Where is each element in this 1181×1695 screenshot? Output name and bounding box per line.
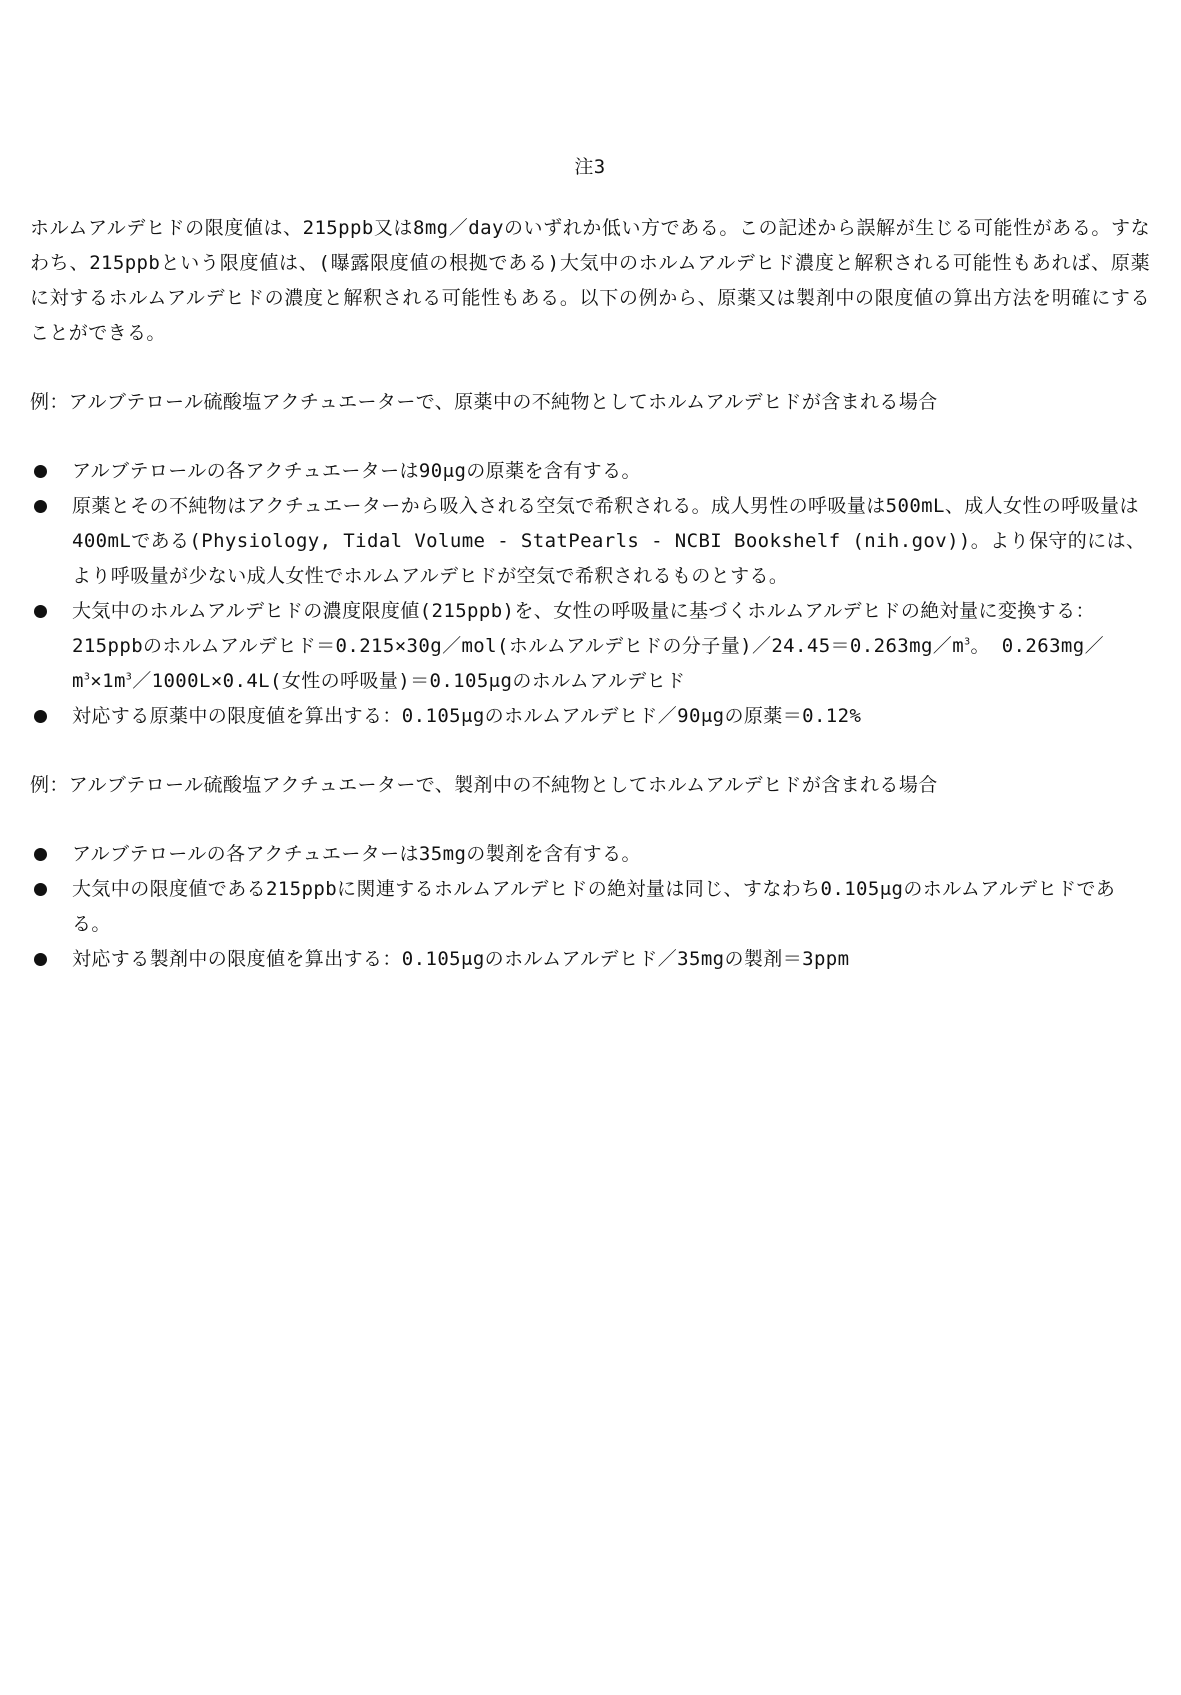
list-item-text: 原薬とその不純物はアクチュエーターから吸入される空気で希釈される。成人男性の呼吸量は500mL、成人女性の呼吸量は400mLである(Physiology, Tidal Volume - StatPearls - NCBI Bookshelf (nih.gov))。より保守的には、より呼吸量が少ない成人女性でホルムアルデヒドが空気で希釈されるものとする。: [72, 495, 1146, 587]
intro-paragraph: ホルムアルデヒドの限度値は、215ppb又は8mg／dayのいずれか低い方である。この記述から誤解が生じる可能性がある。すなわち、215ppbという限度値は、(曝露限度値の根拠である)大気中のホルムアルデヒド濃度と解釈される可能性もあれば、原薬に対するホルムアルデヒドの濃度と解釈される可能性もある。以下の例から、原薬又は製剤中の限度値の算出方法を明確にすることができる。: [30, 217, 1150, 344]
document-page: [30, 150, 1150, 977]
list-item-text: 大気中の限度値である215ppbに関連するホルムアルデヒドの絶対量は同じ、すなわち0.105μgのホルムアルデヒドである。: [72, 878, 1116, 935]
example1-heading: 例：アルブテロール硫酸塩アクチュエーターで、原薬中の不純物としてホルムアルデヒドが含まれる場合: [30, 391, 938, 413]
list-item-text: アルブテロールの各アクチュエーターは35mgの製剤を含有する。: [72, 843, 641, 865]
bullet-icon: [34, 883, 47, 896]
list-item: [30, 699, 1150, 734]
superscript: 3: [125, 671, 133, 683]
list-item-text: アルブテロールの各アクチュエーターは90μgの原薬を含有する。: [72, 460, 641, 482]
superscript: 3: [964, 636, 971, 648]
list-item: [30, 837, 1150, 872]
bullet-icon: [34, 848, 47, 861]
formula-text: ×1m: [90, 670, 126, 692]
superscript: 3: [83, 671, 91, 683]
example1-bullet-list: [30, 454, 1150, 734]
bullet-icon: [34, 465, 47, 478]
bullet-icon: [34, 605, 47, 618]
list-item-text: 対応する製剤中の限度値を算出する：0.105μgのホルムアルデヒド／35mgの製剤＝3ppm: [72, 948, 850, 970]
note-title: 注3: [574, 156, 606, 178]
spacer: [30, 351, 1150, 385]
spacer: [30, 420, 1150, 454]
list-item: [30, 942, 1150, 977]
example2-heading: 例：アルブテロール硫酸塩アクチュエーターで、製剤中の不純物としてホルムアルデヒドが含まれる場合: [30, 774, 938, 796]
list-item: [30, 594, 1150, 699]
formula-text: 。 0.263mg／m: [72, 635, 1104, 692]
spacer: [30, 803, 1150, 837]
list-item: [30, 872, 1150, 942]
formula-text: 大気中のホルムアルデヒドの濃度限度値(215ppb)を、女性の呼吸量に基づくホルムアルデヒドの絶対量に変換する：215ppbのホルムアルデヒド＝0.215×30g／mol(ホルムアルデヒドの分子量)／24.45＝0.263mg／m: [72, 600, 1095, 657]
spacer: [30, 734, 1150, 768]
formula-text: ／1000L×0.4L(女性の呼吸量)＝0.105μgのホルムアルデヒド: [132, 670, 686, 692]
list-item-text: 対応する原薬中の限度値を算出する：0.105μgのホルムアルデヒド／90μgの原薬＝0.12%: [72, 705, 862, 727]
bullet-icon: [34, 500, 47, 513]
bullet-icon: [34, 953, 47, 966]
bullet-icon: [34, 710, 47, 723]
list-item: [30, 489, 1150, 594]
list-item-text: [72, 600, 1104, 692]
list-item: [30, 454, 1150, 489]
example2-bullet-list: [30, 837, 1150, 977]
